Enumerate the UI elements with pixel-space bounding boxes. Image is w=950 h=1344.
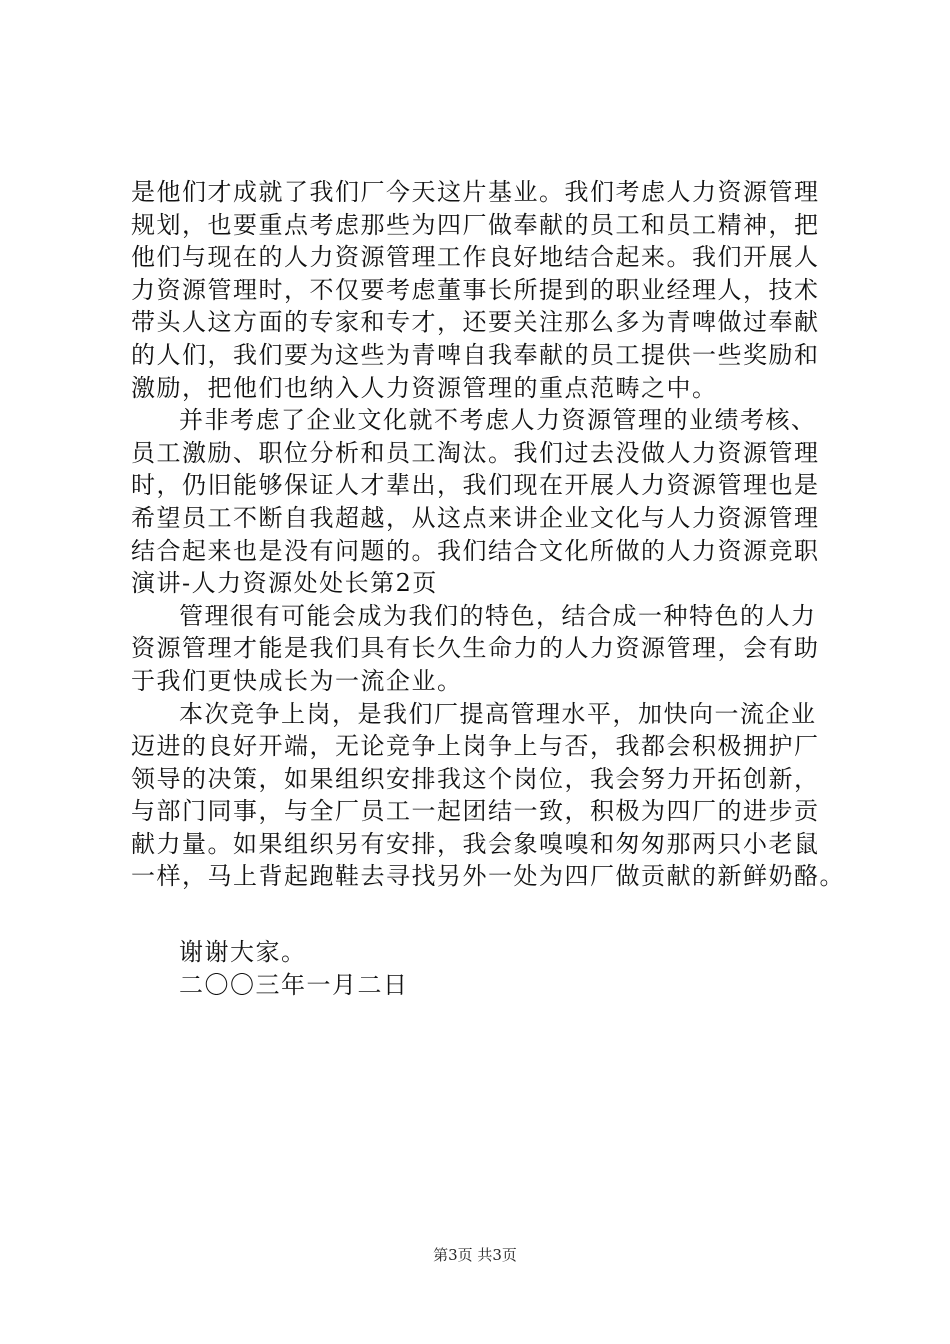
text-line: 管理很有可能会成为我们的特色，结合成一种特色的人力 (179, 601, 817, 630)
text-line: 的人们，我们要为这些为青啤自我奉献的员工提供一些奖励和 (131, 340, 820, 369)
spacer (131, 893, 851, 936)
closing-block (131, 936, 851, 1001)
paragraph-4 (131, 698, 851, 894)
paragraph-1 (131, 176, 851, 404)
text-line: 演讲-人力资源处处长第2页 (131, 569, 438, 598)
text-line: 于我们更快成长为一流企业。 (131, 666, 463, 695)
text-line: 领导的决策，如果组织安排我这个岗位，我会努力开拓创新， (131, 764, 820, 793)
date-line: 二〇〇三年一月二日 (179, 970, 409, 999)
text-line: 并非考虑了企业文化就不考虑人力资源管理的业绩考核、 (179, 406, 817, 435)
text-line: 本次竞争上岗，是我们厂提高管理水平，加快向一流企业 (179, 699, 817, 728)
text-line: 时，仍旧能够保证人才辈出，我们现在开展人力资源管理也是 (131, 471, 820, 500)
text-line: 规划，也要重点考虑那些为四厂做奉献的员工和员工精神，把 (131, 210, 820, 239)
text-line: 与部门同事，与全厂员工一起团结一致，积极为四厂的进步贡 (131, 797, 820, 826)
text-line: 力资源管理时，不仅要考虑董事长所提到的职业经理人，技术 (131, 275, 820, 304)
page-footer (0, 1245, 950, 1265)
document-body (131, 176, 851, 1001)
page-number-label: 第3页 共3页 (433, 1246, 517, 1264)
text-line: 迈进的良好开端，无论竞争上岗争上与否，我都会积极拥护厂 (131, 732, 820, 761)
text-line: 他们与现在的人力资源管理工作良好地结合起来。我们开展人 (131, 243, 820, 272)
text-line: 资源管理才能是我们具有长久生命力的人力资源管理，会有助 (131, 634, 820, 663)
text-line: 希望员工不断自我超越，从这点来讲企业文化与人力资源管理 (131, 503, 820, 532)
text-line: 结合起来也是没有问题的。我们结合文化所做的人力资源竞职 (131, 536, 820, 565)
text-line: 带头人这方面的专家和专才，还要关注那么多为青啤做过奉献 (131, 308, 820, 337)
text-line: 一样，马上背起跑鞋去寻找另外一处为四厂做贡献的新鲜奶酪。 (131, 862, 845, 891)
text-line: 激励，把他们也纳入人力资源管理的重点范畴之中。 (131, 373, 718, 402)
paragraph-2 (131, 404, 851, 600)
thanks-line: 谢谢大家。 (179, 938, 307, 967)
text-line: 是他们才成就了我们厂今天这片基业。我们考虑人力资源管理 (131, 178, 820, 206)
text-line: 员工激励、职位分析和员工淘汰。我们过去没做人力资源管理 (131, 438, 820, 467)
paragraph-3 (131, 600, 851, 698)
text-line: 献力量。如果组织另有安排，我会象嗅嗅和匆匆那两只小老鼠 (131, 829, 820, 858)
